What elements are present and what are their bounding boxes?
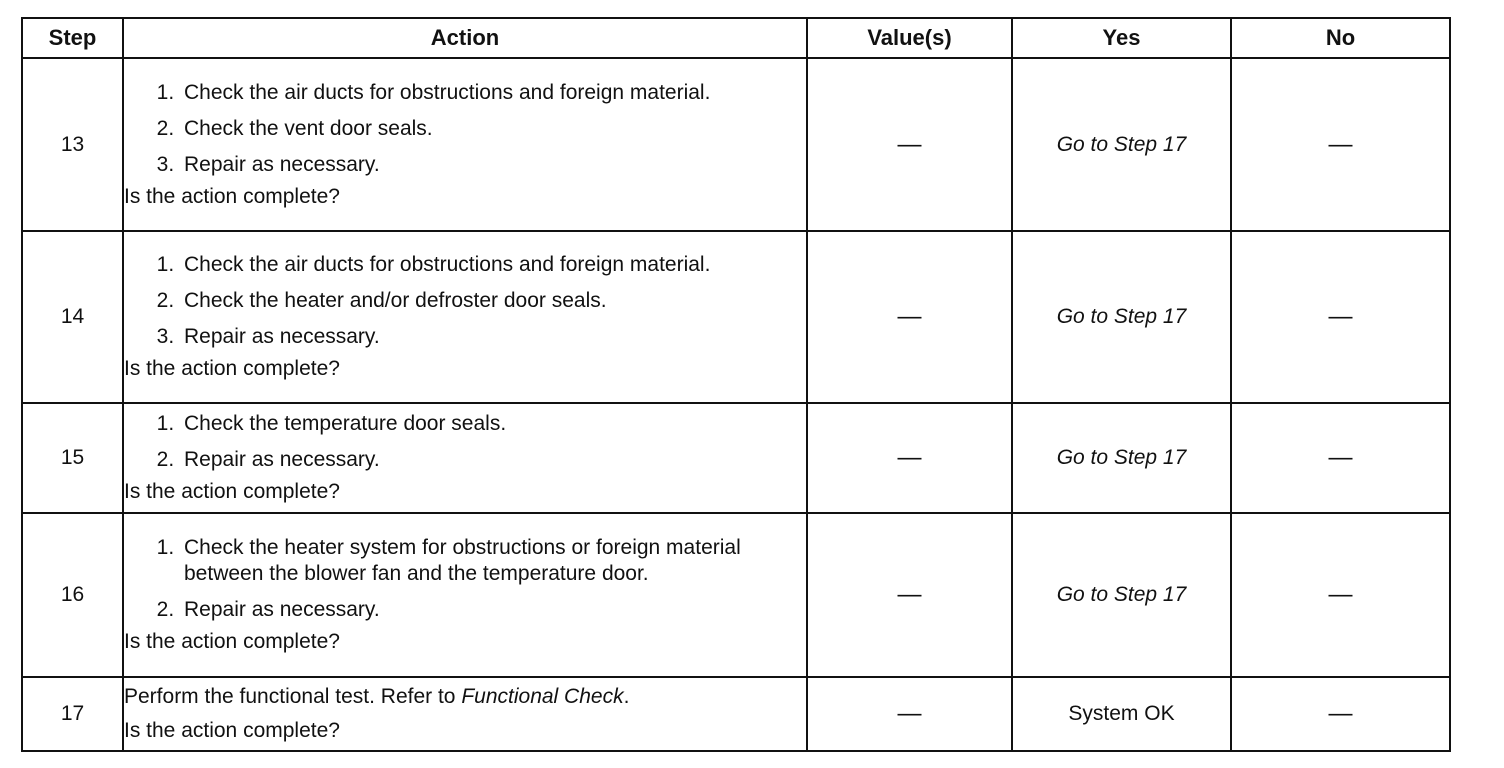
value-cell: — xyxy=(807,231,1012,403)
yes-cell xyxy=(1012,231,1231,403)
action-cell xyxy=(123,58,807,231)
action-list xyxy=(124,411,806,473)
action-question: Is the action complete? xyxy=(124,480,340,503)
step-number: 17 xyxy=(22,677,123,751)
no-cell: — xyxy=(1231,231,1450,403)
header-yes: Yes xyxy=(1012,18,1231,58)
action-question: Is the action complete? xyxy=(124,719,340,742)
instruction-text: Perform the functional test. Refer to xyxy=(124,685,462,708)
step-number: 15 xyxy=(22,403,123,513)
header-no: No xyxy=(1231,18,1450,58)
yes-link[interactable]: Go to Step 17 xyxy=(1056,583,1187,606)
value-cell: — xyxy=(807,677,1012,751)
yes-cell xyxy=(1012,58,1231,231)
action-item: 1. Check the heater system for obstructions or foreign material between the blower fan and the temperature door. xyxy=(180,535,806,587)
no-cell: — xyxy=(1231,403,1450,513)
action-question: Is the action complete? xyxy=(124,184,340,208)
action-item: 2. Repair as necessary. xyxy=(180,597,806,623)
table-row-step-16 xyxy=(22,513,1450,677)
action-item: 2. Check the heater and/or defroster door seals. xyxy=(180,288,806,314)
table-row-step-17 xyxy=(22,677,1450,751)
no-cell: — xyxy=(1231,58,1450,231)
action-question: Is the action complete? xyxy=(124,357,340,380)
yes-cell xyxy=(1012,513,1231,677)
action-instruction xyxy=(124,684,806,710)
action-item: 3. Repair as necessary. xyxy=(180,324,806,350)
action-item: 2. Repair as necessary. xyxy=(180,447,806,473)
diagnostic-table xyxy=(21,17,1451,752)
table-row-step-15 xyxy=(22,403,1450,513)
header-step: Step xyxy=(22,18,123,58)
action-cell xyxy=(123,513,807,677)
yes-cell xyxy=(1012,677,1231,751)
yes-link[interactable]: Go to Step 17 xyxy=(1056,305,1187,328)
yes-link[interactable]: Go to Step 17 xyxy=(1056,132,1187,156)
step-number: 14 xyxy=(22,231,123,403)
action-list xyxy=(124,252,806,350)
header-action: Action xyxy=(123,18,807,58)
action-list xyxy=(124,535,806,623)
action-cell xyxy=(123,677,807,751)
yes-cell xyxy=(1012,403,1231,513)
value-cell: — xyxy=(807,58,1012,231)
action-list xyxy=(124,80,806,178)
action-cell xyxy=(123,231,807,403)
yes-link[interactable]: Go to Step 17 xyxy=(1056,446,1187,469)
no-cell: — xyxy=(1231,677,1450,751)
no-cell: — xyxy=(1231,513,1450,677)
step-number: 13 xyxy=(22,58,123,231)
table-row-step-14 xyxy=(22,231,1450,403)
action-question: Is the action complete? xyxy=(124,630,340,653)
action-item: 3. Repair as necessary. xyxy=(180,152,806,178)
value-cell: — xyxy=(807,513,1012,677)
header-values: Value(s) xyxy=(807,18,1012,58)
header-row xyxy=(22,18,1450,58)
action-cell xyxy=(123,403,807,513)
table-row-step-13 xyxy=(22,58,1450,231)
action-item: 1. Check the temperature door seals. xyxy=(180,411,806,437)
yes-result: System OK xyxy=(1068,702,1175,725)
action-item: 1. Check the air ducts for obstructions and foreign material. xyxy=(180,80,806,106)
instruction-suffix: . xyxy=(623,685,630,708)
action-item: 1. Check the air ducts for obstructions and foreign material. xyxy=(180,252,806,278)
step-number: 16 xyxy=(22,513,123,677)
functional-check-link[interactable]: Functional Check xyxy=(461,685,624,708)
value-cell: — xyxy=(807,403,1012,513)
action-item: 2. Check the vent door seals. xyxy=(180,116,806,142)
